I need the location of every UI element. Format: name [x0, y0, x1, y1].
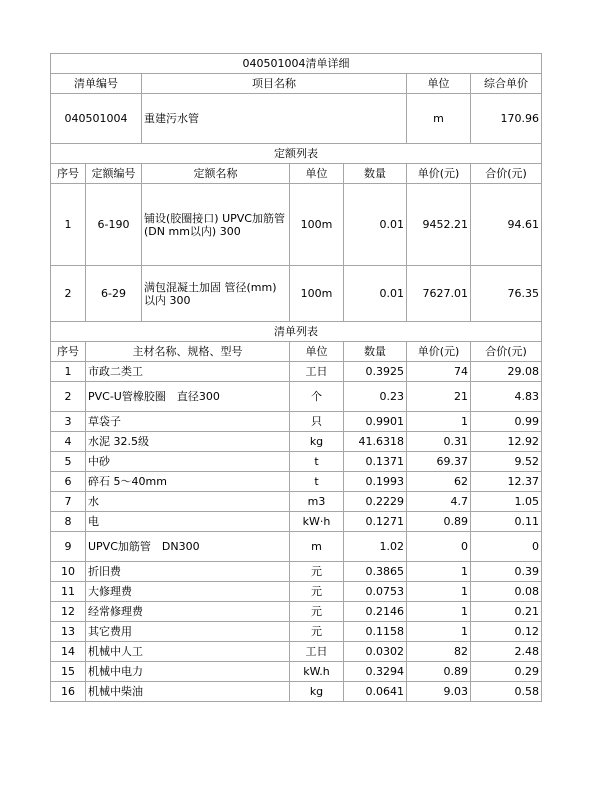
bill-detail-table — [50, 53, 542, 702]
list-seq: 3 — [51, 412, 86, 432]
list-qty: 0.1158 — [344, 622, 407, 642]
header-name: 项目名称 — [142, 74, 407, 94]
list-total: 0.58 — [471, 682, 542, 702]
list-name: 碎石 5～40mm — [86, 472, 290, 492]
header-unit: 单位 — [407, 74, 471, 94]
list-item — [51, 472, 542, 492]
list-unit: 工日 — [290, 642, 344, 662]
list-qty: 0.3294 — [344, 662, 407, 682]
list-unit: m — [290, 532, 344, 562]
quota-qty: 0.01 — [344, 266, 407, 322]
list-name: 折旧费 — [86, 562, 290, 582]
list-name: 经常修理费 — [86, 602, 290, 622]
item-row — [51, 94, 542, 144]
item-price: 170.96 — [471, 94, 542, 144]
list-price: 21 — [407, 382, 471, 412]
list-section-row — [51, 322, 542, 342]
list-unit: 只 — [290, 412, 344, 432]
list-item — [51, 362, 542, 382]
list-header-qty: 数量 — [344, 342, 407, 362]
list-item — [51, 642, 542, 662]
list-item — [51, 382, 542, 412]
list-price: 1 — [407, 622, 471, 642]
item-unit: m — [407, 94, 471, 144]
list-name: 电 — [86, 512, 290, 532]
quota-section-title: 定额列表 — [51, 144, 542, 164]
list-qty: 41.6318 — [344, 432, 407, 452]
list-total: 29.08 — [471, 362, 542, 382]
list-qty: 0.23 — [344, 382, 407, 412]
list-unit: t — [290, 452, 344, 472]
quota-unit: 100m — [290, 266, 344, 322]
item-name: 重建污水管 — [142, 94, 407, 144]
list-name: 大修理费 — [86, 582, 290, 602]
list-seq: 6 — [51, 472, 86, 492]
list-qty: 0.9901 — [344, 412, 407, 432]
list-total: 0.12 — [471, 622, 542, 642]
list-total: 0.39 — [471, 562, 542, 582]
list-unit: 元 — [290, 582, 344, 602]
quota-header-name: 定额名称 — [142, 164, 290, 184]
quota-code: 6-190 — [86, 184, 142, 266]
quota-section-row — [51, 144, 542, 164]
list-price: 0.89 — [407, 512, 471, 532]
list-name: 机械中人工 — [86, 642, 290, 662]
list-seq: 8 — [51, 512, 86, 532]
list-seq: 13 — [51, 622, 86, 642]
quota-name: 满包混凝土加固 管径(mm)以内 300 — [142, 266, 290, 322]
list-price: 4.7 — [407, 492, 471, 512]
list-item — [51, 602, 542, 622]
list-total: 0.21 — [471, 602, 542, 622]
list-qty: 0.1271 — [344, 512, 407, 532]
list-name: UPVC加筋管 DN300 — [86, 532, 290, 562]
list-name: 水 — [86, 492, 290, 512]
list-name: PVC-U管橡胶圈 直径300 — [86, 382, 290, 412]
list-name: 草袋子 — [86, 412, 290, 432]
list-header-price: 单价(元) — [407, 342, 471, 362]
list-qty: 0.2229 — [344, 492, 407, 512]
list-price: 0 — [407, 532, 471, 562]
list-unit: 元 — [290, 602, 344, 622]
quota-header-price: 单价(元) — [407, 164, 471, 184]
list-qty: 0.3925 — [344, 362, 407, 382]
quota-price: 7627.01 — [407, 266, 471, 322]
list-item — [51, 512, 542, 532]
quota-unit: 100m — [290, 184, 344, 266]
list-name: 机械中柴油 — [86, 682, 290, 702]
list-unit: kg — [290, 682, 344, 702]
list-seq: 5 — [51, 452, 86, 472]
list-total: 1.05 — [471, 492, 542, 512]
list-price: 1 — [407, 562, 471, 582]
quota-row — [51, 184, 542, 266]
list-total: 2.48 — [471, 642, 542, 662]
table-title: 040501004清单详细 — [51, 54, 542, 74]
list-seq: 14 — [51, 642, 86, 662]
list-seq: 11 — [51, 582, 86, 602]
list-seq: 16 — [51, 682, 86, 702]
list-name: 水泥 32.5级 — [86, 432, 290, 452]
list-price: 1 — [407, 412, 471, 432]
list-total: 0 — [471, 532, 542, 562]
list-item — [51, 682, 542, 702]
list-item — [51, 562, 542, 582]
list-qty: 0.0302 — [344, 642, 407, 662]
list-price: 62 — [407, 472, 471, 492]
list-unit: kW.h — [290, 662, 344, 682]
list-seq: 10 — [51, 562, 86, 582]
quota-header-total: 合价(元) — [471, 164, 542, 184]
list-section-title: 清单列表 — [51, 322, 542, 342]
list-unit: 个 — [290, 382, 344, 412]
list-seq: 9 — [51, 532, 86, 562]
list-item — [51, 622, 542, 642]
quota-total: 76.35 — [471, 266, 542, 322]
quota-qty: 0.01 — [344, 184, 407, 266]
quota-header-code: 定额编号 — [86, 164, 142, 184]
list-header-seq: 序号 — [51, 342, 86, 362]
title-row — [51, 54, 542, 74]
quota-code: 6-29 — [86, 266, 142, 322]
list-item — [51, 452, 542, 472]
list-name: 机械中电力 — [86, 662, 290, 682]
list-price: 9.03 — [407, 682, 471, 702]
quota-price: 9452.21 — [407, 184, 471, 266]
list-total: 0.11 — [471, 512, 542, 532]
list-qty: 0.1371 — [344, 452, 407, 472]
list-qty: 0.2146 — [344, 602, 407, 622]
list-qty: 0.0641 — [344, 682, 407, 702]
list-name: 市政二类工 — [86, 362, 290, 382]
list-price: 74 — [407, 362, 471, 382]
quota-total: 94.61 — [471, 184, 542, 266]
item-code: 040501004 — [51, 94, 142, 144]
list-item — [51, 492, 542, 512]
quota-header-seq: 序号 — [51, 164, 86, 184]
list-item — [51, 582, 542, 602]
list-total: 12.37 — [471, 472, 542, 492]
header-code: 清单编号 — [51, 74, 142, 94]
list-qty: 1.02 — [344, 532, 407, 562]
list-unit: t — [290, 472, 344, 492]
list-unit: kW·h — [290, 512, 344, 532]
list-seq: 1 — [51, 362, 86, 382]
list-total: 9.52 — [471, 452, 542, 472]
quota-header-qty: 数量 — [344, 164, 407, 184]
list-total: 4.83 — [471, 382, 542, 412]
list-seq: 15 — [51, 662, 86, 682]
list-seq: 12 — [51, 602, 86, 622]
list-total: 0.99 — [471, 412, 542, 432]
list-seq: 4 — [51, 432, 86, 452]
list-unit: m3 — [290, 492, 344, 512]
list-qty: 0.3865 — [344, 562, 407, 582]
list-price: 1 — [407, 582, 471, 602]
item-header-row — [51, 74, 542, 94]
list-price: 69.37 — [407, 452, 471, 472]
quota-header-unit: 单位 — [290, 164, 344, 184]
list-unit: 元 — [290, 622, 344, 642]
list-seq: 7 — [51, 492, 86, 512]
list-seq: 2 — [51, 382, 86, 412]
list-total: 12.92 — [471, 432, 542, 452]
list-total: 0.08 — [471, 582, 542, 602]
list-qty: 0.0753 — [344, 582, 407, 602]
quota-header-row — [51, 164, 542, 184]
quota-name: 铺设(胶圈接口) UPVC加筋管(DN mm以内) 300 — [142, 184, 290, 266]
list-unit: 元 — [290, 562, 344, 582]
list-price: 0.31 — [407, 432, 471, 452]
quota-seq: 1 — [51, 184, 86, 266]
list-item — [51, 432, 542, 452]
list-price: 1 — [407, 602, 471, 622]
list-total: 0.29 — [471, 662, 542, 682]
list-price: 82 — [407, 642, 471, 662]
list-header-unit: 单位 — [290, 342, 344, 362]
list-unit: kg — [290, 432, 344, 452]
list-name: 中砂 — [86, 452, 290, 472]
header-price: 综合单价 — [471, 74, 542, 94]
list-qty: 0.1993 — [344, 472, 407, 492]
list-header-total: 合价(元) — [471, 342, 542, 362]
quota-seq: 2 — [51, 266, 86, 322]
list-price: 0.89 — [407, 662, 471, 682]
list-item — [51, 532, 542, 562]
list-header-name: 主材名称、规格、型号 — [86, 342, 290, 362]
list-header-row — [51, 342, 542, 362]
list-unit: 工日 — [290, 362, 344, 382]
list-name: 其它费用 — [86, 622, 290, 642]
quota-row — [51, 266, 542, 322]
list-item — [51, 412, 542, 432]
list-item — [51, 662, 542, 682]
